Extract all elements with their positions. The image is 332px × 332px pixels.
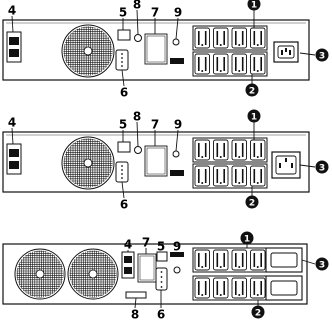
outlet-socket-icon (251, 54, 266, 74)
outlet-bank (193, 276, 267, 300)
callout-number: 5 (118, 117, 128, 132)
callout-5 (119, 118, 127, 132)
callout-6 (120, 86, 128, 100)
callout-number: 8 (130, 307, 140, 322)
callout-3 (316, 258, 329, 271)
callout-number: 4 (7, 3, 17, 18)
usb-port-icon (118, 142, 130, 152)
panel-1 (3, 0, 329, 100)
ground-screw-icon (174, 267, 180, 273)
callout-number: 7 (150, 5, 160, 20)
callout-number: 8 (132, 0, 142, 12)
callout-number: 4 (7, 115, 17, 130)
outlet-socket-icon (214, 140, 229, 160)
outlet-socket-icon (251, 140, 266, 160)
callout-number: 1 (243, 234, 251, 245)
ac-inlet-icon (274, 42, 298, 62)
callout-number: 5 (118, 5, 128, 20)
outlet-socket-icon (195, 140, 210, 160)
callout-1 (241, 232, 254, 245)
callout-number: 1 (250, 0, 258, 11)
callout-1 (248, 0, 261, 11)
ground-screw-icon (173, 39, 179, 45)
callout-4 (124, 238, 132, 252)
battery-connector-icon (7, 32, 21, 62)
outlet-socket-icon (214, 250, 229, 270)
callout-7 (151, 6, 159, 20)
callout-number: 7 (141, 235, 151, 250)
outlet-socket-icon (232, 28, 247, 48)
outlet-socket-icon (214, 54, 229, 74)
outlet-socket-icon (214, 166, 229, 186)
fan-hub (84, 47, 92, 55)
callout-1 (248, 110, 261, 123)
outlet-socket-icon (232, 278, 247, 298)
callout-2 (252, 306, 265, 319)
rs232-port-icon (116, 162, 128, 182)
usb-port-icon (118, 30, 130, 40)
callout-number: 3 (318, 163, 326, 174)
callout-9 (173, 240, 181, 254)
outlet-socket-icon (251, 28, 266, 48)
outlet-socket-icon (251, 278, 266, 298)
callout-number: 7 (150, 117, 160, 132)
outlet-bank (193, 164, 267, 188)
callout-4 (8, 4, 16, 18)
network-surge-port-icon (170, 170, 184, 176)
snmp-slot (145, 34, 167, 64)
epo-port-icon (135, 147, 142, 154)
outlet-socket-icon (195, 54, 210, 74)
callout-number: 2 (248, 198, 256, 209)
callout-number: 2 (248, 86, 256, 97)
panel-3 (3, 232, 329, 322)
battery-connector-icon (7, 144, 21, 174)
outlet-socket-icon (214, 28, 229, 48)
outlet-socket-icon (195, 278, 210, 298)
callout-2 (246, 196, 259, 209)
callout-number: 8 (132, 109, 142, 124)
fan-hub (84, 159, 92, 167)
callout-7 (142, 236, 150, 250)
callout-3 (316, 161, 329, 174)
battery-connector-icon (122, 252, 134, 278)
callout-number: 3 (318, 51, 326, 62)
callout-8 (133, 110, 141, 124)
callout-number: 2 (254, 308, 262, 319)
callout-number: 6 (119, 197, 129, 212)
callout-3 (316, 49, 329, 62)
callout-9 (174, 118, 182, 132)
fan-hub (89, 270, 97, 278)
callout-8 (133, 0, 141, 12)
outlet-bank (193, 52, 267, 76)
callout-5 (157, 240, 165, 254)
outlet-socket-icon (232, 140, 247, 160)
callout-number: 9 (173, 117, 183, 132)
rs232-port-icon (116, 50, 128, 70)
outlet-socket-icon (195, 28, 210, 48)
outlet-socket-icon (251, 166, 266, 186)
network-surge-port-icon (170, 58, 184, 64)
epo-port-icon (135, 35, 142, 42)
outlet-socket-icon (195, 166, 210, 186)
epo-port-icon (126, 292, 146, 298)
callout-number: 9 (172, 239, 182, 254)
outlet-socket-icon (232, 166, 247, 186)
callout-2 (246, 84, 259, 97)
callout-4 (8, 116, 16, 130)
outlet-socket-icon (195, 250, 210, 270)
ac-inlet-icon (272, 152, 300, 178)
callout-number: 4 (123, 237, 133, 252)
outlet-socket-icon (232, 54, 247, 74)
outlet-socket-icon (232, 250, 247, 270)
callout-number: 6 (119, 85, 129, 100)
callout-9 (174, 6, 182, 20)
callout-number: 1 (250, 112, 258, 123)
callout-number: 3 (318, 260, 326, 271)
callout-6 (157, 308, 165, 322)
callout-5 (119, 6, 127, 20)
ground-screw-icon (173, 151, 179, 157)
outlet-bank (193, 26, 267, 50)
panel-2 (3, 110, 329, 212)
outlet-socket-icon (251, 250, 266, 270)
snmp-slot (145, 146, 167, 176)
callout-6 (120, 198, 128, 212)
fan-hub (36, 270, 44, 278)
snmp-slot (138, 254, 156, 282)
callout-number: 6 (156, 307, 166, 322)
callout-8 (131, 308, 139, 322)
outlet-bank (193, 248, 267, 272)
outlet-socket-icon (214, 278, 229, 298)
callout-number: 9 (173, 5, 183, 20)
callout-number: 5 (156, 239, 166, 254)
outlet-bank (193, 138, 267, 162)
callout-7 (151, 118, 159, 132)
